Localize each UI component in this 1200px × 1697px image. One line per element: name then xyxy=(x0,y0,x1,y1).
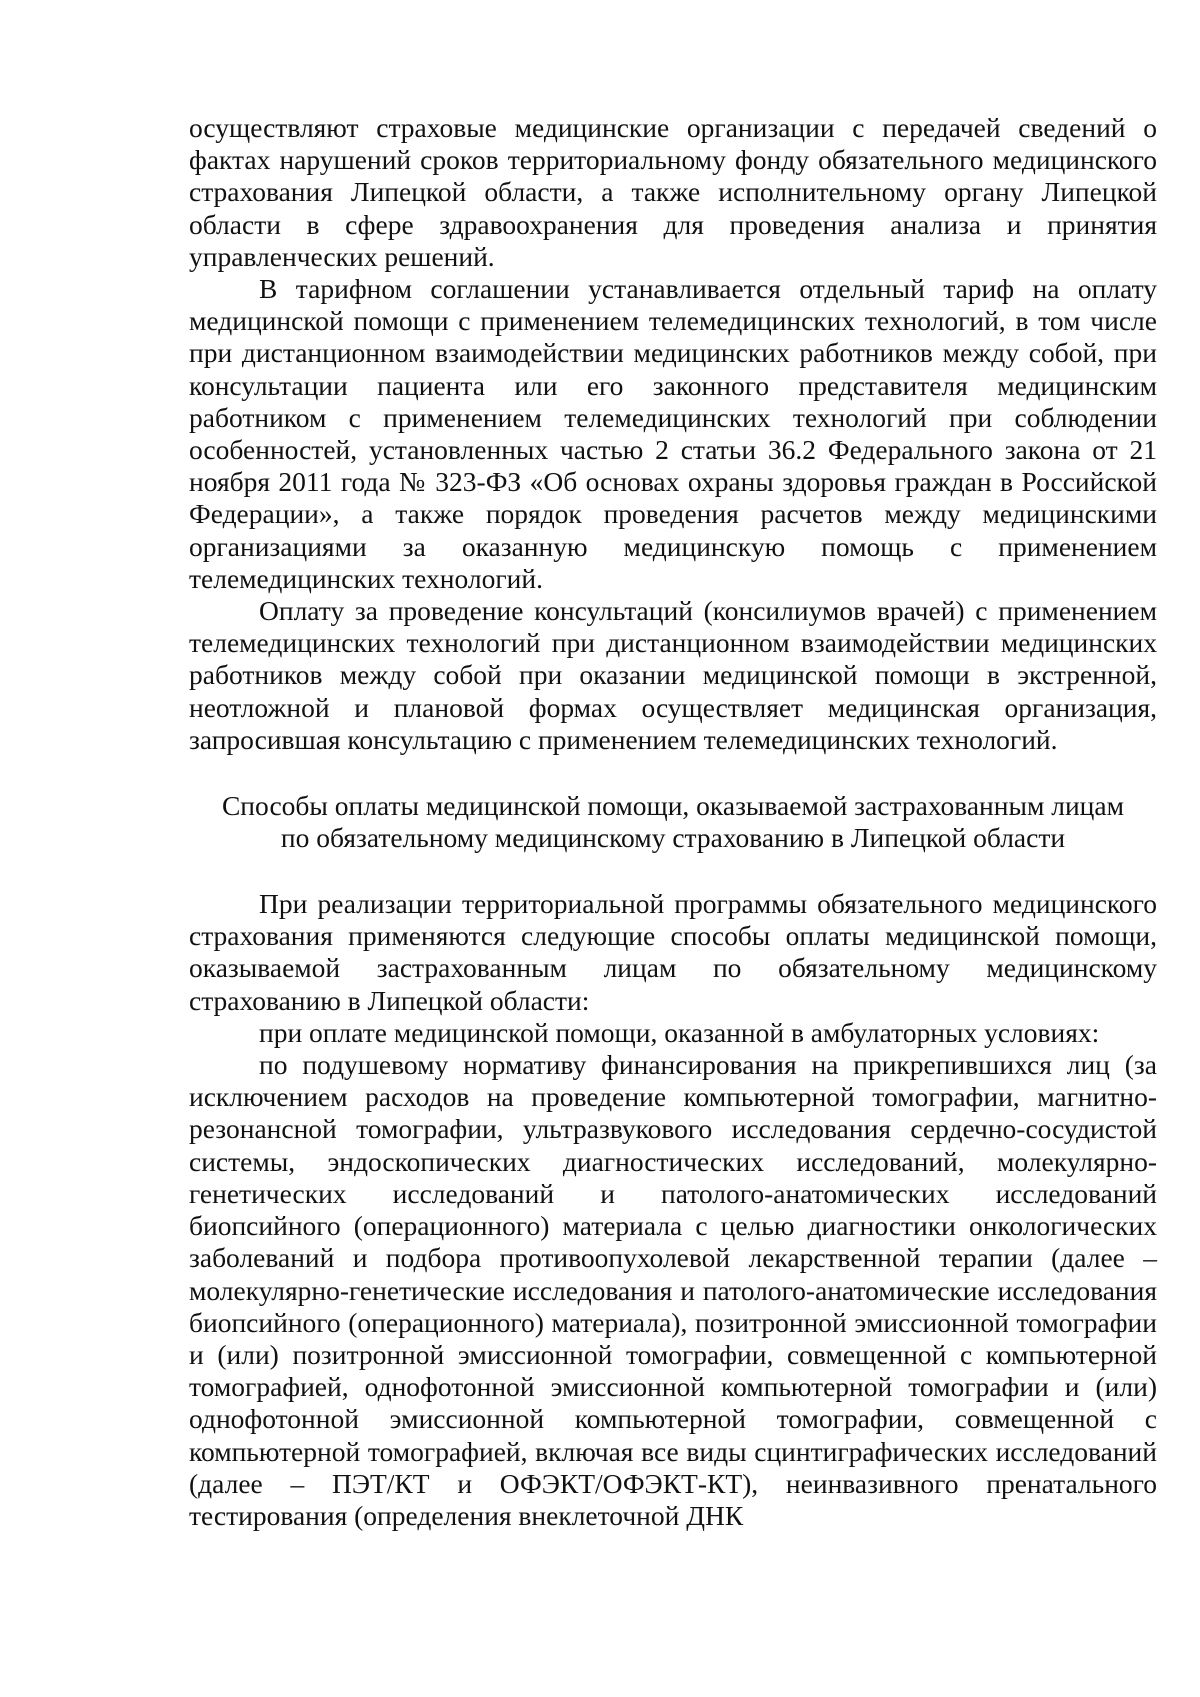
paragraph-consultation-payment: Оплату за проведение консультаций (консилиумов врачей) с применением телемедицинских технологий при дистанционном взаимодействии медицинских работников между собой при оказании медицинской помощи в экстренной, неотложной и плановой формах осуществляет медицинская организация, запросившая консультацию с применением телемедицинских технологий. xyxy=(189,595,1157,755)
section-heading-line-1: Способы оплаты медицинской помощи, оказываемой застрахованным лицам xyxy=(221,790,1125,822)
section-heading-line-2: по обязательному медицинскому страхованию в Липецкой области xyxy=(280,822,1066,854)
paragraph-outpatient-payment: при оплате медицинской помощи, оказанной в амбулаторных условиях: xyxy=(259,1016,1100,1048)
paragraph-per-capita-standard: по подушевому нормативу финансирования на прикрепившихся лиц (за исключением расходов на проведение компьютерной томографии, магнитно-резонансной томографии, ультразвукового исследования сердечно-сосудистой системы, эндоскопических диагностических исследований, молекулярно-генетических исследований и патолого-анатомических исследований биопсийного (операционного) материала с целью диагностики онкологических заболеваний и подбора противоопухолевой лекарственной терапии (далее – молекулярно-генетические исследования и патолого-анатомические исследования биопсийного (операционного) материала), позитронной эмиссионной томографии и (или) позитронной эмиссионной томографии, совмещенной с компьютерной томографией, однофотонной эмиссионной компьютерной томографии и (или) однофотонной эмиссионной компьютерной томографии, совмещенной с компьютерной томографией, включая все виды сцинтиграфических исследований (далее – ПЭТ/КТ и ОФЭКТ/ОФЭКТ-КТ), неинвазивного пренатального тестирования (определения внеклеточной ДНК xyxy=(189,1049,1157,1531)
paragraph-payment-methods-intro: При реализации территориальной программы обязательного медицинского страхования применяются следующие способы оплаты медицинской помощи, оказываемой застрахованным лицам по обязательному медицинскому страхованию в Липецкой области: xyxy=(189,888,1157,1016)
paragraph-telemedicine-tariff: В тарифном соглашении устанавливается отдельный тариф на оплату медицинской помощи с применением телемедицинских технологий, в том числе при дистанционном взаимодействии медицинских работников между собой, при консультации пациента или его законного представителя медицинским работником с применением телемедицинских технологий при соблюдении особенностей, установленных частью 2 статьи 36.2 Федерального закона от 21 ноября 2011 года № 323-ФЗ «Об основах охраны здоровья граждан в Российской Федерации», а также порядок проведения расчетов между медицинскими организациями за оказанную медицинскую помощь с применением телемедицинских технологий. xyxy=(189,273,1157,594)
section-heading xyxy=(189,790,1157,854)
document-page xyxy=(189,112,1157,1532)
section-spacer xyxy=(189,854,1157,888)
section-spacer xyxy=(189,756,1157,790)
paragraph-continuation: осуществляют страховые медицинские организации с передачей сведений о фактах нарушений сроков территориальному фонду обязательного медицинского страхования Липецкой области, а также исполнительному органу Липецкой области в сфере здравоохранения для проведения анализа и принятия управленческих решений. xyxy=(189,112,1157,272)
